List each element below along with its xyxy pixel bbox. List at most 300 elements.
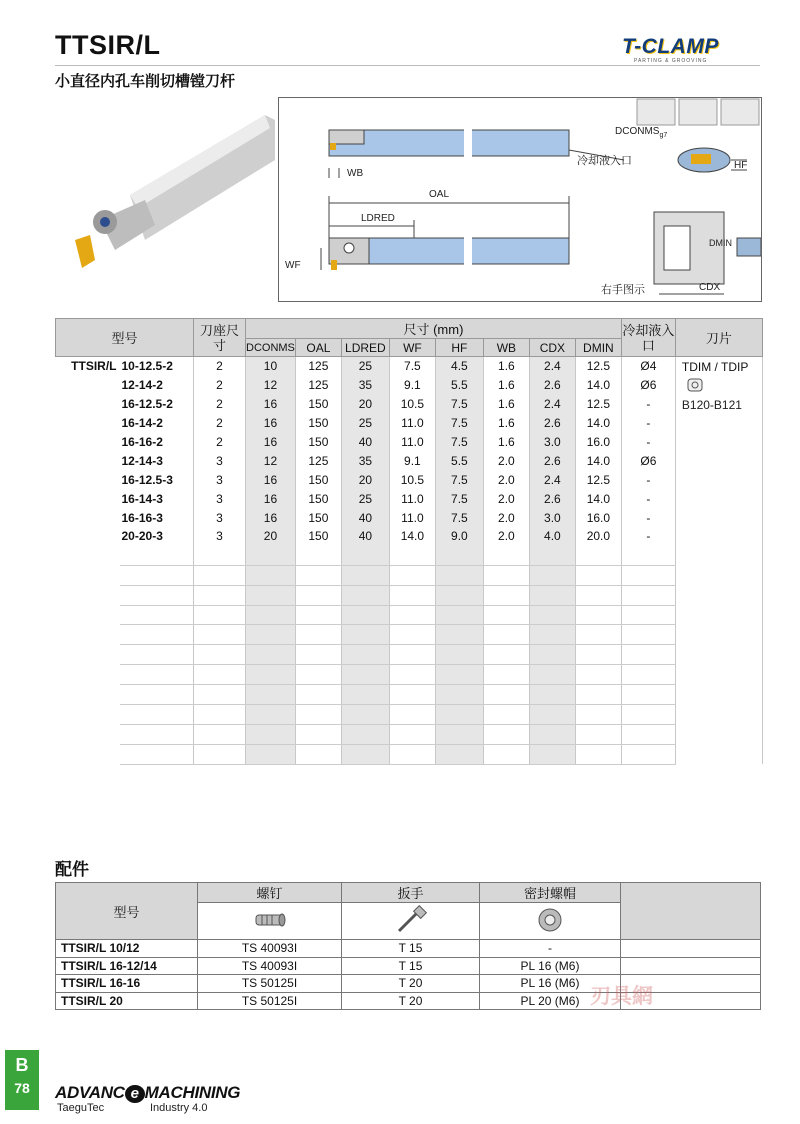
row-dim-value: 7.5 [435, 508, 483, 527]
brand-subtext: PARTING & GROOVING [634, 58, 708, 64]
row-coolant [621, 744, 675, 764]
row-dim-value: 10.5 [389, 395, 435, 414]
insert-page-ref[interactable]: B120-B121 [681, 398, 742, 412]
row-prefix [56, 508, 120, 527]
wb-label: WB [347, 168, 364, 179]
row-prefix [56, 376, 120, 395]
row-dim-value [529, 585, 575, 605]
dmin-label: DMIN [709, 238, 732, 248]
row-dim-value: 150 [295, 527, 341, 546]
acc-cap: PL 16 (M6) [480, 957, 621, 975]
row-dim-value [341, 724, 389, 744]
row-dim-value [246, 705, 296, 725]
table-row-empty [56, 645, 763, 665]
row-dim-value [341, 565, 389, 585]
row-model [120, 685, 194, 705]
row-dim-value [483, 546, 529, 565]
row-dim-value [295, 605, 341, 625]
row-dim-value [341, 585, 389, 605]
company-name: TaeguTec [57, 1102, 105, 1114]
row-dim-value: 14.0 [575, 451, 621, 470]
acc-model: TTSIR/L 20 [56, 992, 198, 1010]
row-dim-value [389, 744, 435, 764]
table-row [56, 433, 763, 452]
row-dim-value: 20 [341, 395, 389, 414]
row-prefix [56, 645, 120, 665]
row-dim-value: 2.0 [483, 489, 529, 508]
acc-model: TTSIR/L 16-12/14 [56, 957, 198, 975]
row-dim-value: 35 [341, 451, 389, 470]
wrench-image-cell [342, 903, 480, 940]
row-dim-value [295, 565, 341, 585]
tagline: Industry 4.0 [150, 1102, 208, 1114]
row-prefix [56, 625, 120, 645]
row-seat [194, 724, 246, 744]
acc-model: TTSIR/L 16-16 [56, 975, 198, 993]
row-dim-value: 14.0 [389, 527, 435, 546]
acc-wrench: T 15 [342, 940, 480, 958]
row-dim-value: 14.0 [575, 376, 621, 395]
watermark: 刃具網 [590, 985, 653, 1008]
row-dim-value: 7.5 [435, 489, 483, 508]
header-dimensions: 尺寸 (mm) [246, 319, 622, 339]
row-model: 16-16-2 [120, 433, 194, 452]
header-coolant: 冷却液入口 [621, 319, 675, 357]
acc-screw: TS 50125I [198, 992, 342, 1010]
row-dim-value: 4.5 [435, 357, 483, 376]
acc-screw: TS 50125I [198, 975, 342, 993]
row-dim-value [435, 605, 483, 625]
row-dim-value [575, 724, 621, 744]
row-dim-value [529, 546, 575, 565]
row-seat: 3 [194, 527, 246, 546]
row-dim-value [389, 665, 435, 685]
row-dim-value: 1.6 [483, 395, 529, 414]
row-prefix [56, 724, 120, 744]
table-row [56, 357, 763, 376]
advance-machining-logo [55, 1083, 240, 1103]
row-dim-value: 40 [341, 527, 389, 546]
row-dim-value [246, 605, 296, 625]
row-dim-value: 2.6 [529, 489, 575, 508]
row-model: 12-14-3 [120, 451, 194, 470]
row-prefix [56, 665, 120, 685]
row-dim-value [529, 724, 575, 744]
row-prefix [56, 605, 120, 625]
specs-body [56, 357, 763, 765]
row-dim-value [435, 705, 483, 725]
row-dim-value [341, 665, 389, 685]
row-dim-value: 150 [295, 433, 341, 452]
acc-cap: - [480, 940, 621, 958]
row-dim-value [246, 665, 296, 685]
row-dim-value [295, 665, 341, 685]
row-prefix [56, 546, 120, 565]
row-dim-value: 1.6 [483, 414, 529, 433]
row-seat [194, 665, 246, 685]
table-row-empty [56, 724, 763, 744]
wrench-icon [391, 905, 431, 935]
row-dim-value: 2.0 [483, 508, 529, 527]
row-dim-value [295, 724, 341, 744]
row-dim-value: 2.6 [529, 451, 575, 470]
table-row-empty [56, 625, 763, 645]
brand-text: T-CLAMP [622, 35, 719, 58]
row-dim-value: 12.5 [575, 395, 621, 414]
col-cdx: CDX [529, 339, 575, 357]
acc-header-screw: 螺钉 [198, 883, 342, 903]
logo-right: MACHINING [144, 1083, 241, 1102]
row-dim-value: 2.0 [483, 527, 529, 546]
row-dim-value: 20 [341, 470, 389, 489]
row-seat: 2 [194, 395, 246, 414]
row-dim-value [435, 565, 483, 585]
wf-label: WF [285, 260, 301, 271]
row-dim-value [389, 605, 435, 625]
row-model [120, 546, 194, 565]
row-dim-value [529, 665, 575, 685]
row-dim-value: 14.0 [575, 489, 621, 508]
row-dim-value: 11.0 [389, 508, 435, 527]
row-dim-value [295, 705, 341, 725]
row-dim-value: 7.5 [435, 470, 483, 489]
row-dim-value [529, 685, 575, 705]
acc-screw: TS 40093I [198, 957, 342, 975]
row-dim-value: 7.5 [435, 433, 483, 452]
row-dim-value [389, 585, 435, 605]
row-dim-value: 11.0 [389, 433, 435, 452]
row-dim-value [389, 685, 435, 705]
table-row-empty [56, 565, 763, 585]
row-dim-value: 2.0 [483, 470, 529, 489]
row-dim-value: 16 [246, 395, 296, 414]
page-subtitle: 小直径内孔车削切槽镗刀杆 [55, 73, 236, 90]
row-dim-value [389, 724, 435, 744]
table-row [56, 489, 763, 508]
row-dim-value [246, 585, 296, 605]
row-dim-value [529, 744, 575, 764]
row-dim-value: 5.5 [435, 376, 483, 395]
row-dim-value [575, 645, 621, 665]
row-dim-value: 150 [295, 395, 341, 414]
acc-cap: PL 16 (M6) [480, 975, 621, 993]
row-dim-value: 125 [295, 357, 341, 376]
row-prefix [56, 565, 120, 585]
hf-label: HF [734, 160, 748, 171]
row-dim-value: 1.6 [483, 433, 529, 452]
row-dim-value [435, 625, 483, 645]
row-seat: 3 [194, 470, 246, 489]
col-oal: OAL [295, 339, 341, 357]
acc-model: TTSIR/L 10/12 [56, 940, 198, 958]
row-prefix: TTSIR/L [71, 359, 117, 374]
oal-label: OAL [429, 189, 450, 200]
acc-wrench: T 20 [342, 975, 480, 993]
row-dim-value: 2.4 [529, 357, 575, 376]
row-seat [194, 705, 246, 725]
row-model: 10-12.5-2 [120, 357, 194, 376]
row-dim-value [483, 645, 529, 665]
row-dim-value [389, 625, 435, 645]
header-insert: 刀片 [675, 319, 762, 357]
dconms-tolerance: g7 [659, 132, 668, 139]
table-row-empty [56, 685, 763, 705]
row-dim-value [295, 645, 341, 665]
acc-header-model: 型号 [56, 883, 198, 940]
table-row-empty [56, 665, 763, 685]
col-ldred: LDRED [341, 339, 389, 357]
dconms-text: DCONMS [615, 126, 660, 137]
table-row [56, 395, 763, 414]
row-model: 16-14-2 [120, 414, 194, 433]
row-dim-value [389, 565, 435, 585]
row-dim-value: 1.6 [483, 357, 529, 376]
row-seat [194, 605, 246, 625]
page-number: 78 [14, 1080, 30, 1096]
col-wb: WB [483, 339, 529, 357]
row-dim-value [246, 565, 296, 585]
row-dim-value [483, 605, 529, 625]
row-dim-value: 40 [341, 508, 389, 527]
row-dim-value [246, 625, 296, 645]
row-seat [194, 546, 246, 565]
row-seat: 2 [194, 357, 246, 376]
row-prefix [56, 585, 120, 605]
insert-info-cell [675, 357, 762, 765]
row-dim-value [575, 585, 621, 605]
row-dim-value [435, 645, 483, 665]
row-prefix [56, 744, 120, 764]
row-dim-value [295, 546, 341, 565]
row-dim-value [435, 546, 483, 565]
row-seat: 3 [194, 451, 246, 470]
accessory-row [56, 957, 761, 975]
row-prefix [56, 685, 120, 705]
row-dim-value [295, 685, 341, 705]
row-dim-value: 9.1 [389, 451, 435, 470]
row-dim-value: 16 [246, 508, 296, 527]
acc-wrench: T 20 [342, 992, 480, 1010]
row-dim-value: 16 [246, 414, 296, 433]
row-coolant: - [621, 527, 675, 546]
row-coolant [621, 705, 675, 725]
table-row [56, 414, 763, 433]
t-clamp-logo [622, 36, 760, 66]
right-hand-label: 右手图示 [601, 284, 645, 296]
seal-cap-icon [530, 905, 570, 935]
col-dmin: DMIN [575, 339, 621, 357]
row-dim-value: 16.0 [575, 508, 621, 527]
row-dim-value: 125 [295, 376, 341, 395]
row-dim-value: 9.0 [435, 527, 483, 546]
acc-header-cap: 密封螺帽 [480, 883, 621, 903]
row-dim-value: 16 [246, 433, 296, 452]
row-dim-value [529, 645, 575, 665]
row-model: 16-12.5-2 [120, 395, 194, 414]
row-coolant: Ø6 [621, 451, 675, 470]
row-dim-value [575, 705, 621, 725]
row-seat [194, 585, 246, 605]
row-dim-value: 3.0 [529, 433, 575, 452]
table-row-empty [56, 744, 763, 764]
row-model: 16-12.5-3 [120, 470, 194, 489]
cdx-label: CDX [699, 282, 721, 293]
row-model: 20-20-3 [120, 527, 194, 546]
table-row-empty [56, 605, 763, 625]
dimension-drawing-svg [279, 98, 761, 301]
row-dim-value: 11.0 [389, 414, 435, 433]
row-dim-value [529, 705, 575, 725]
table-row [56, 508, 763, 527]
row-prefix [56, 705, 120, 725]
row-prefix [56, 489, 120, 508]
row-dim-value: 5.5 [435, 451, 483, 470]
section-letter: B [15, 1055, 29, 1075]
row-seat: 2 [194, 376, 246, 395]
row-dim-value: 20.0 [575, 527, 621, 546]
row-seat: 3 [194, 489, 246, 508]
row-coolant [621, 685, 675, 705]
accessories-table [55, 882, 761, 1010]
row-seat: 3 [194, 508, 246, 527]
row-prefix [56, 433, 120, 452]
row-coolant: - [621, 414, 675, 433]
row-seat [194, 645, 246, 665]
row-dim-value: 10.5 [389, 470, 435, 489]
row-coolant: - [621, 489, 675, 508]
row-prefix [56, 395, 120, 414]
row-coolant: - [621, 470, 675, 489]
row-dim-value: 10 [246, 357, 296, 376]
table-row [56, 376, 763, 395]
row-dim-value: 150 [295, 414, 341, 433]
table-row [56, 527, 763, 546]
row-dim-value: 2.0 [483, 451, 529, 470]
row-dim-value [341, 705, 389, 725]
row-seat [194, 744, 246, 764]
row-dim-value [341, 645, 389, 665]
row-coolant: - [621, 433, 675, 452]
row-prefix [56, 470, 120, 489]
dconms-label [615, 126, 667, 139]
row-dim-value [246, 685, 296, 705]
row-dim-value: 2.4 [529, 470, 575, 489]
row-coolant [621, 605, 675, 625]
row-coolant [621, 585, 675, 605]
acc-screw: TS 40093I [198, 940, 342, 958]
row-dim-value [389, 546, 435, 565]
row-dim-value: 150 [295, 489, 341, 508]
row-prefix [56, 527, 120, 546]
row-dim-value: 3.0 [529, 508, 575, 527]
cap-image-cell [480, 903, 621, 940]
row-dim-value: 11.0 [389, 489, 435, 508]
row-coolant [621, 546, 675, 565]
row-dim-value [246, 744, 296, 764]
row-coolant [621, 724, 675, 744]
row-dim-value: 12 [246, 376, 296, 395]
col-hf: HF [435, 339, 483, 357]
row-dim-value: 2.4 [529, 395, 575, 414]
row-model [120, 565, 194, 585]
row-dim-value [575, 605, 621, 625]
row-dim-value: 12 [246, 451, 296, 470]
row-seat: 2 [194, 433, 246, 452]
row-dim-value [341, 605, 389, 625]
row-coolant: Ø6 [621, 376, 675, 395]
row-dim-value [529, 625, 575, 645]
row-dim-value [435, 665, 483, 685]
row-model [120, 605, 194, 625]
row-dim-value: 35 [341, 376, 389, 395]
table-row [56, 451, 763, 470]
row-dim-value [389, 645, 435, 665]
row-dim-value [295, 625, 341, 645]
row-dim-value: 7.5 [435, 395, 483, 414]
screw-icon [250, 907, 290, 933]
row-dim-value [483, 585, 529, 605]
row-dim-value [529, 605, 575, 625]
row-dim-value [483, 705, 529, 725]
row-dim-value: 4.0 [529, 527, 575, 546]
row-coolant [621, 665, 675, 685]
row-dim-value [575, 565, 621, 585]
row-prefix [56, 414, 120, 433]
row-seat: 2 [194, 414, 246, 433]
row-dim-value [435, 685, 483, 705]
col-dconms: DCONMS [246, 339, 296, 357]
row-dim-value: 7.5 [435, 414, 483, 433]
row-dim-value: 7.5 [389, 357, 435, 376]
col-wf: WF [389, 339, 435, 357]
row-dim-value [483, 625, 529, 645]
row-dim-value: 20 [246, 527, 296, 546]
row-dim-value: 25 [341, 414, 389, 433]
row-dim-value [295, 744, 341, 764]
accessory-row [56, 940, 761, 958]
header-model: 型号 [56, 319, 194, 357]
row-dim-value [246, 645, 296, 665]
row-dim-value: 125 [295, 451, 341, 470]
row-dim-value: 40 [341, 433, 389, 452]
dimension-drawing [278, 97, 762, 302]
logo-left: ADVANC [55, 1083, 125, 1102]
row-model [120, 625, 194, 645]
row-dim-value [575, 625, 621, 645]
row-dim-value [295, 585, 341, 605]
accessories-title: 配件 [55, 860, 89, 879]
row-dim-value: 2.6 [529, 376, 575, 395]
row-model [120, 724, 194, 744]
acc-header-wrench: 扳手 [342, 883, 480, 903]
row-dim-value: 16 [246, 470, 296, 489]
row-coolant [621, 625, 675, 645]
row-dim-value [529, 565, 575, 585]
row-dim-value [341, 685, 389, 705]
ldred-label: LDRED [361, 213, 395, 224]
row-dim-value [341, 546, 389, 565]
accessories-body [56, 940, 761, 1010]
row-dim-value [246, 546, 296, 565]
row-model [120, 585, 194, 605]
row-dim-value: 25 [341, 357, 389, 376]
row-seat [194, 565, 246, 585]
row-model: 16-16-3 [120, 508, 194, 527]
row-seat [194, 685, 246, 705]
row-dim-value [483, 665, 529, 685]
row-dim-value: 25 [341, 489, 389, 508]
row-dim-value: 150 [295, 470, 341, 489]
